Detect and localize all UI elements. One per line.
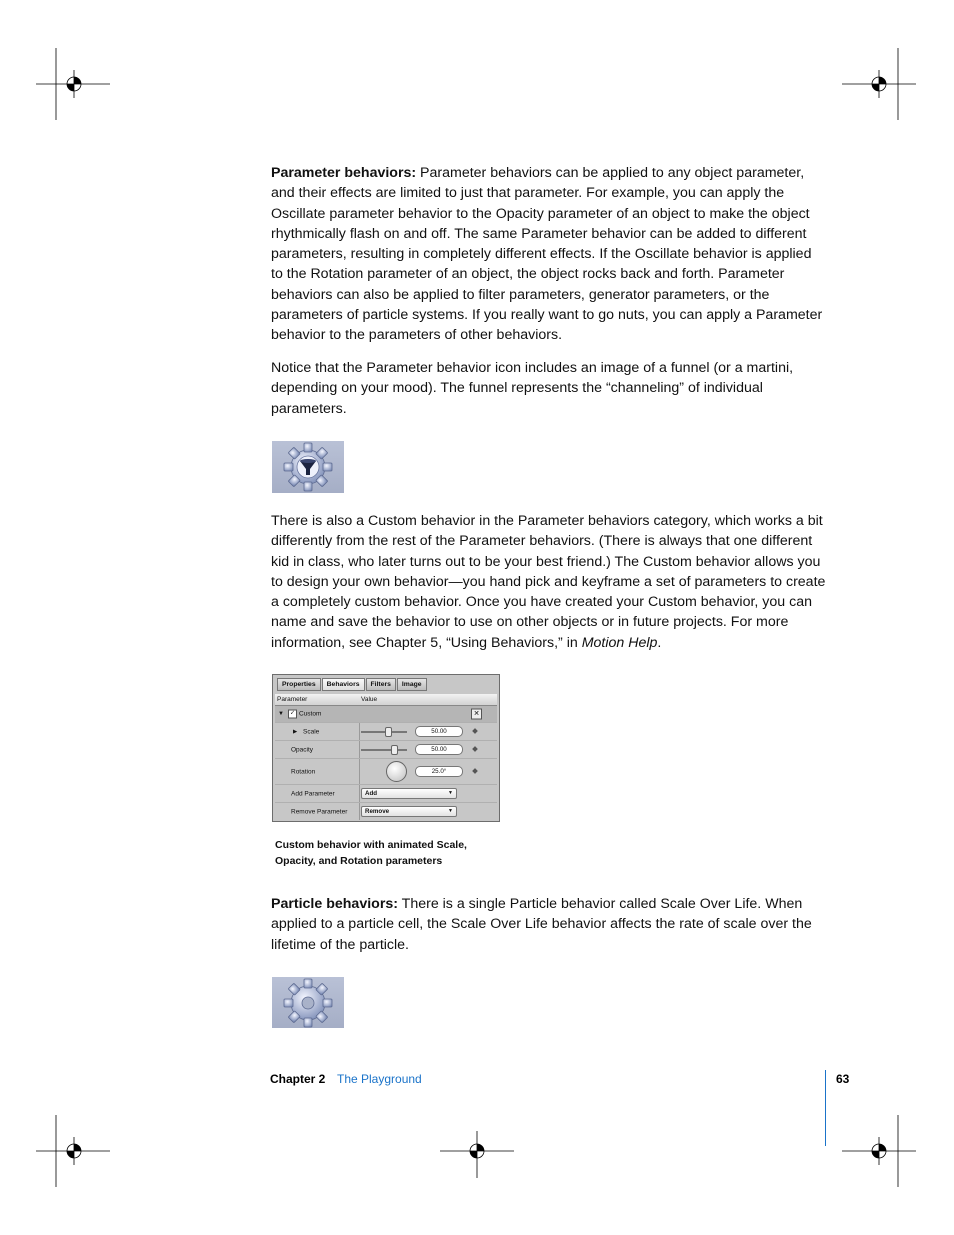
tab-image[interactable]: Image [397, 678, 427, 691]
parameter-behaviors-lead: Parameter behaviors: [271, 165, 417, 181]
remove-parameter-label: Remove Parameter [291, 808, 348, 815]
opacity-slider-thumb[interactable] [391, 745, 398, 755]
particle-behaviors-body: There is a single Particle behavior called Scale Over Life. When applied to a particle cell, the Scale Over Life behavior affects the rate of scale over the lifetime of the particle. [271, 896, 812, 953]
add-parameter-row [275, 785, 497, 803]
particle-behaviors-paragraph [271, 894, 827, 955]
footer-divider [825, 1070, 826, 1146]
scale-disclosure-icon[interactable]: ▶ [293, 728, 298, 735]
gear-funnel-icon [272, 441, 344, 493]
column-header [275, 694, 497, 706]
remove-parameter-popup[interactable] [361, 806, 457, 817]
value-column-label: Value [361, 696, 378, 703]
parameter-behaviors-paragraph [271, 163, 827, 345]
tab-filters[interactable]: Filters [366, 678, 396, 691]
funnel-note-paragraph: Notice that the Parameter behavior icon includes an image of a funnel (or a martini, depending on your mood). The funnel represents the “channeling” of individual parameters. [271, 360, 794, 417]
parameter-behaviors-body: Parameter behaviors can be applied to any object parameter, and their effects are limited to just that parameter. For example, you can apply the Oscillate parameter behavior to the Opacity parameter of an object to make the object rhythmically flash on and off. The same Parameter behavior can be added to different parameters, resulting in completely different effects. If the Oscillate behavior is applied to the Rotation parameter of an object, the object rocks back and forth. Parameter behaviors can also be applied to filter parameters, generator parameters, or the parameters of particle systems. If you really want to go nuts, you can apply a Parameter behavior to the parameters of other behaviors. [271, 165, 823, 343]
rotation-label: Rotation [291, 768, 316, 775]
opacity-slider[interactable] [361, 749, 407, 751]
scale-slider-thumb[interactable] [385, 727, 392, 737]
custom-enable-checkbox[interactable]: ✓ [289, 710, 296, 717]
parameter-behavior-icon-tile [272, 441, 344, 493]
disclosure-open-icon[interactable]: ▼ [278, 711, 284, 717]
parameter-column-label: Parameter [277, 696, 308, 703]
opacity-row [275, 741, 497, 759]
tab-properties[interactable]: Properties [277, 678, 321, 691]
custom-behavior-paragraph [271, 511, 827, 653]
motion-help-reference: Motion Help [581, 634, 658, 651]
scale-slider[interactable] [361, 731, 407, 733]
opacity-label: Opacity [291, 746, 314, 753]
custom-group-row [275, 706, 497, 723]
remove-parameter-value: Remove [365, 808, 390, 815]
custom-behavior-inspector [272, 674, 500, 822]
rotation-value-field[interactable]: 25.0° [415, 766, 463, 777]
rotation-dial[interactable] [386, 761, 407, 782]
gear-icon [272, 977, 344, 1028]
inspector-tabs [277, 678, 428, 690]
add-parameter-value: Add [365, 790, 378, 797]
add-popup-arrow-icon: ▼ [448, 790, 453, 796]
tab-behaviors[interactable]: Behaviors [322, 678, 365, 691]
particle-behavior-icon-tile [272, 977, 344, 1028]
add-parameter-label: Add Parameter [291, 790, 335, 797]
custom-group-label: Custom [299, 710, 322, 718]
scale-keyframe-icon[interactable] [472, 728, 478, 734]
remove-popup-arrow-icon: ▼ [448, 808, 453, 814]
footer-chapter: Chapter 2 [270, 1072, 326, 1086]
scale-label: Scale [303, 728, 320, 735]
opacity-keyframe-icon[interactable] [472, 746, 478, 752]
footer-chapter-title: The Playground [337, 1072, 422, 1086]
particle-behaviors-lead: Particle behaviors: [271, 896, 398, 912]
scale-row [275, 723, 497, 741]
page-number: 63 [836, 1072, 850, 1086]
remove-behavior-icon[interactable]: ✕ [471, 709, 482, 720]
rotation-row [275, 759, 497, 785]
inspector-caption: Custom behavior with animated Scale, Opacity, and Rotation parameters [275, 839, 467, 867]
custom-behavior-body: There is also a Custom behavior in the Parameter behaviors category, which works a bit differently from the rest of the Parameter behaviors. (There is always that one different kid in class, who later turns out to be your best friend.) The Custom behavior allows you to design your own behavior—you hand pick and keyframe a set of parameters to create a completely custom behavior. Once you have created your Custom behavior, you can name and save the behavior to use on other objects or in future projects. For more information, see Chapter 5, “Using Behaviors,” in [271, 513, 826, 651]
remove-parameter-row [275, 803, 497, 820]
scale-value-field[interactable]: 50.00 [415, 726, 463, 737]
rotation-keyframe-icon[interactable] [472, 768, 478, 774]
opacity-value-field[interactable]: 50.00 [415, 744, 463, 755]
add-parameter-popup[interactable] [361, 788, 457, 799]
custom-behavior-period: . [657, 634, 662, 651]
